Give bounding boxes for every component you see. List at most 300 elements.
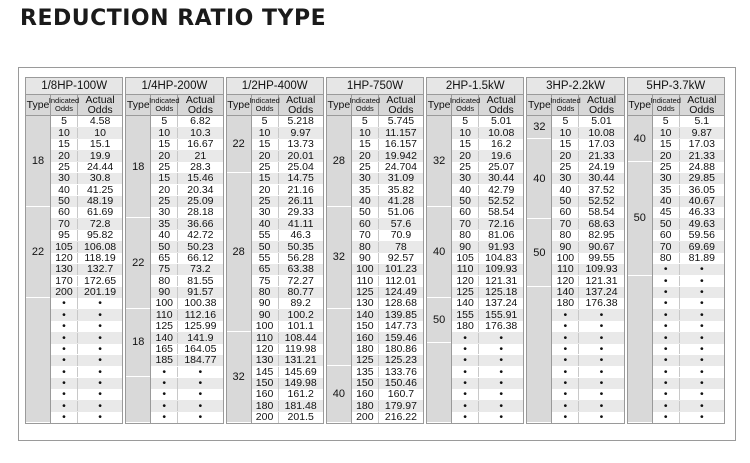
indicated-odds-cell: 5 [252, 116, 279, 127]
indicated-odds-cell: 140 [151, 333, 178, 344]
actual-odds-cell: 159.46 [384, 331, 417, 344]
actual-odds-cell: 61.69 [86, 206, 114, 219]
actual-odds-cell: 35.82 [387, 183, 415, 196]
table-row [452, 127, 523, 138]
actual-odds-cell: • [499, 377, 504, 390]
actual-odds-cell: • [499, 365, 504, 378]
actual-odds-cell: 160.7 [387, 388, 415, 401]
odds-column [252, 116, 323, 423]
table-row [51, 241, 122, 252]
indicated-odds-cell: 15 [452, 139, 479, 150]
table-row [151, 139, 222, 150]
group-title: 1/2HP-400W [226, 77, 324, 94]
indicated-odds-cell: 30 [352, 173, 379, 184]
actual-odds-cell: 155.91 [485, 308, 518, 321]
indicated-odds-cell: 70 [352, 230, 379, 241]
indicated-odds-cell: 140 [352, 310, 379, 321]
actual-odds-cell: 11.157 [385, 126, 417, 139]
table-row [252, 309, 323, 320]
indicated-odds-cell: • [151, 367, 178, 378]
table-row [252, 366, 323, 377]
header-indicated-odds: Indicated Odds [249, 96, 280, 113]
indicated-odds-cell: 180 [352, 344, 379, 355]
actual-odds-cell: • [499, 388, 504, 401]
indicated-odds-cell: • [51, 310, 78, 321]
table-row [51, 275, 122, 286]
table-row [452, 241, 523, 252]
table-row [151, 344, 222, 355]
group-title: 5HP-3.7kW [627, 77, 725, 94]
type-cell: 50 [427, 298, 451, 344]
header-type: Type [126, 95, 151, 115]
actual-odds-cell: 5.745 [387, 115, 415, 128]
indicated-odds-cell: • [51, 401, 78, 412]
indicated-odds-cell: • [552, 344, 579, 355]
actual-odds-cell: 112.01 [385, 274, 417, 287]
table-row [552, 275, 623, 286]
actual-odds-cell: 5.218 [287, 115, 314, 128]
table-row [452, 162, 523, 173]
actual-odds-cell: 16.2 [491, 138, 512, 151]
table-row [151, 412, 222, 423]
ratio-tables [25, 77, 725, 424]
indicated-odds-cell: • [51, 378, 78, 389]
indicated-odds-cell: • [653, 287, 680, 298]
indicated-odds-cell: 20 [252, 185, 279, 196]
actual-odds-cell: 141.9 [187, 331, 214, 344]
indicated-odds-cell: 150 [352, 321, 379, 332]
table-row [151, 184, 222, 195]
actual-odds-cell: • [98, 320, 102, 333]
actual-odds-cell: 19.9 [89, 149, 111, 162]
indicated-odds-cell: 30 [452, 173, 479, 184]
indicated-odds-cell: 35 [352, 185, 379, 196]
indicated-odds-cell: 130 [252, 355, 279, 366]
actual-odds-cell: 25.07 [488, 160, 515, 173]
indicated-odds-cell: 125 [452, 287, 479, 298]
column-header-row [25, 94, 123, 116]
group-body [326, 116, 424, 424]
indicated-odds-cell: 15 [51, 139, 78, 150]
actual-odds-cell: 172.65 [84, 274, 117, 287]
header-indicated-odds: Indicated Odds [149, 96, 180, 113]
table-row [552, 378, 623, 389]
indicated-odds-cell: 100 [252, 321, 279, 332]
actual-odds-cell: • [198, 388, 203, 401]
table-row [151, 150, 222, 161]
actual-odds-cell: 180.86 [384, 342, 417, 355]
motor-group-table [627, 77, 725, 424]
indicated-odds-cell: 40 [51, 185, 78, 196]
header-actual-odds: Actual Odds [185, 94, 215, 116]
indicated-odds-cell: 60 [51, 207, 78, 218]
type-cell: 18 [126, 309, 150, 377]
indicated-odds-cell: 150 [352, 378, 379, 389]
indicated-odds-cell: 5 [352, 116, 379, 127]
header-indicated-odds: Indicated Odds [48, 96, 80, 113]
actual-odds-cell: • [198, 377, 203, 390]
actual-odds-cell: 125.99 [184, 320, 217, 333]
table-row [452, 332, 523, 343]
indicated-odds-cell: 35 [151, 219, 178, 230]
table-row [352, 264, 423, 275]
indicated-odds-cell: 120 [552, 276, 579, 287]
actual-odds-cell: 57.6 [390, 217, 412, 230]
table-row [51, 264, 122, 275]
actual-odds-cell: 90.67 [588, 240, 615, 253]
indicated-odds-cell: 25 [352, 162, 379, 173]
indicated-odds-cell: 20 [51, 151, 78, 162]
table-row [252, 264, 323, 275]
table-row [653, 127, 724, 138]
actual-odds-cell: 108.44 [284, 331, 317, 344]
type-cell: 18 [26, 116, 50, 207]
actual-odds-cell: 164.05 [184, 342, 217, 355]
actual-odds-cell: 41.25 [86, 183, 114, 196]
indicated-odds-cell: 60 [352, 219, 379, 230]
actual-odds-cell: 82.95 [588, 229, 615, 242]
actual-odds-cell: • [599, 388, 604, 401]
table-row [653, 184, 724, 195]
actual-odds-cell: • [699, 354, 704, 367]
indicated-odds-cell: 35 [653, 185, 680, 196]
actual-odds-cell: • [599, 377, 604, 390]
motor-group-table [426, 77, 524, 424]
indicated-odds-cell: 80 [352, 242, 379, 253]
indicated-odds-cell: • [151, 378, 178, 389]
group-body [627, 116, 725, 424]
indicated-odds-cell: 40 [151, 230, 178, 241]
actual-odds-cell: 70.9 [390, 229, 412, 242]
odds-column [151, 116, 222, 423]
actual-odds-cell: • [699, 411, 704, 424]
table-row [452, 275, 523, 286]
table-row [552, 241, 623, 252]
table-row [252, 230, 323, 241]
indicated-odds-cell: 60 [653, 230, 680, 241]
actual-odds-cell: • [499, 411, 504, 424]
table-row [51, 139, 122, 150]
table-row [252, 412, 323, 423]
actual-odds-cell: • [499, 342, 504, 355]
actual-odds-cell: 58.54 [488, 206, 515, 219]
indicated-odds-cell: • [51, 333, 78, 344]
indicated-odds-cell: • [552, 412, 579, 423]
actual-odds-cell: 176.38 [585, 297, 618, 310]
table-row [653, 275, 724, 286]
indicated-odds-cell: • [552, 389, 579, 400]
actual-odds-cell: 24.704 [384, 160, 417, 173]
table-row [653, 298, 724, 309]
motor-group-table [25, 77, 123, 424]
indicated-odds-cell: • [653, 264, 680, 275]
group-body [426, 116, 524, 424]
table-row [653, 116, 724, 127]
indicated-odds-cell: 15 [352, 139, 379, 150]
type-cell [527, 287, 551, 423]
actual-odds-cell: • [98, 388, 102, 401]
table-row [452, 116, 523, 127]
table-row [653, 207, 724, 218]
indicated-odds-cell: 25 [151, 162, 178, 173]
indicated-odds-cell: 40 [352, 196, 379, 207]
table-row [452, 378, 523, 389]
table-row [653, 139, 724, 150]
table-row [653, 378, 724, 389]
indicated-odds-cell: 5 [452, 116, 479, 127]
indicated-odds-cell: 130 [51, 264, 78, 275]
table-row [252, 298, 323, 309]
header-actual-odds: Actual Odds [687, 94, 717, 116]
table-row [552, 218, 623, 229]
table-row [51, 412, 122, 423]
actual-odds-cell: 41.11 [287, 217, 314, 230]
column-header-row [226, 94, 324, 116]
type-cell: 40 [527, 139, 551, 219]
table-row [252, 218, 323, 229]
group-body [526, 116, 624, 424]
table-row [552, 150, 623, 161]
indicated-odds-cell: 50 [151, 242, 178, 253]
table-row [51, 298, 122, 309]
indicated-odds-cell: 200 [252, 412, 279, 423]
group-body [125, 116, 223, 424]
indicated-odds-cell: 50 [352, 207, 379, 218]
actual-odds-cell: 9.97 [290, 126, 311, 139]
actual-odds-cell: 36.66 [187, 217, 214, 230]
table-row [151, 241, 222, 252]
indicated-odds-cell: 150 [252, 378, 279, 389]
actual-odds-cell: • [499, 331, 504, 344]
indicated-odds-cell: • [653, 344, 680, 355]
table-row [252, 332, 323, 343]
odds-column [552, 116, 623, 423]
table-row [653, 321, 724, 332]
motor-group-table [226, 77, 324, 424]
odds-column [51, 116, 122, 423]
actual-odds-cell: 139.85 [384, 308, 417, 321]
actual-odds-cell: 17.03 [688, 138, 715, 151]
indicated-odds-cell: 10 [653, 128, 680, 139]
indicated-odds-cell: 90 [252, 298, 279, 309]
table-row [151, 116, 222, 127]
actual-odds-cell: 179.97 [384, 399, 417, 412]
actual-odds-cell: 52.52 [488, 195, 515, 208]
indicated-odds-cell: 120 [252, 344, 279, 355]
indicated-odds-cell: • [653, 401, 680, 412]
table-row [252, 275, 323, 286]
table-row [252, 139, 323, 150]
indicated-odds-cell: 90 [252, 310, 279, 321]
table-row [151, 207, 222, 218]
actual-odds-cell: • [599, 354, 604, 367]
group-title: 1/8HP-100W [25, 77, 123, 94]
type-cell: 40 [327, 366, 351, 423]
table-row [51, 184, 122, 195]
header-type: Type [227, 95, 252, 115]
actual-odds-cell: 10.3 [190, 126, 211, 139]
indicated-odds-cell: • [653, 378, 680, 389]
actual-odds-cell: 72.8 [89, 217, 111, 230]
header-type: Type [628, 95, 653, 115]
table-row [51, 332, 122, 343]
table-row [352, 116, 423, 127]
actual-odds-cell: 78 [395, 240, 407, 253]
actual-odds-cell: 73.2 [190, 263, 211, 276]
indicated-odds-cell: 180 [552, 298, 579, 309]
indicated-odds-cell: 40 [653, 196, 680, 207]
table-row [653, 412, 724, 423]
table-row [352, 230, 423, 241]
table-row [552, 321, 623, 332]
actual-odds-cell: 81.06 [488, 229, 515, 242]
actual-odds-cell: 40.67 [688, 195, 715, 208]
indicated-odds-cell: 125 [352, 355, 379, 366]
indicated-odds-cell: 80 [252, 287, 279, 298]
table-row [51, 253, 122, 264]
table-row [552, 173, 623, 184]
actual-odds-cell: • [699, 388, 704, 401]
table-row [352, 412, 423, 423]
actual-odds-cell: 109.93 [485, 263, 518, 276]
actual-odds-cell: • [599, 365, 604, 378]
actual-odds-cell: 147.73 [384, 320, 417, 333]
actual-odds-cell: 81.89 [688, 251, 715, 264]
indicated-odds-cell: 155 [452, 310, 479, 321]
actual-odds-cell: 121.31 [485, 274, 518, 287]
table-row [352, 173, 423, 184]
actual-odds-cell: • [98, 342, 102, 355]
table-row [352, 321, 423, 332]
indicated-odds-cell: 135 [352, 367, 379, 378]
indicated-odds-cell: • [51, 355, 78, 366]
indicated-odds-cell: 5 [51, 116, 78, 127]
actual-odds-cell: 72.16 [488, 217, 515, 230]
indicated-odds-cell: 30 [552, 173, 579, 184]
actual-odds-cell: 119.98 [284, 342, 317, 355]
page-title: REDUCTION RATIO TYPE [20, 6, 327, 31]
indicated-odds-cell: 200 [51, 287, 78, 298]
indicated-odds-cell: 90 [352, 253, 379, 264]
table-row [452, 264, 523, 275]
table-row [252, 127, 323, 138]
indicated-odds-cell: • [51, 412, 78, 423]
table-row [653, 162, 724, 173]
indicated-odds-cell: • [653, 412, 680, 423]
actual-odds-cell: 30.44 [588, 172, 615, 185]
indicated-odds-cell: 20 [653, 151, 680, 162]
indicated-odds-cell: 140 [552, 287, 579, 298]
indicated-odds-cell: • [552, 401, 579, 412]
table-row [151, 127, 222, 138]
indicated-odds-cell: 50 [51, 196, 78, 207]
table-row [452, 150, 523, 161]
indicated-odds-cell: • [452, 367, 479, 378]
actual-odds-cell: 10 [94, 126, 106, 139]
actual-odds-cell: 125.23 [384, 354, 417, 367]
indicated-odds-cell: • [151, 401, 178, 412]
table-row [452, 389, 523, 400]
header-actual-odds: Actual Odds [85, 94, 115, 116]
indicated-odds-cell: • [452, 412, 479, 423]
table-row [653, 344, 724, 355]
indicated-odds-cell: • [653, 298, 680, 309]
indicated-odds-cell: 40 [552, 185, 579, 196]
table-row [352, 298, 423, 309]
actual-odds-cell: 216.22 [384, 411, 417, 424]
actual-odds-cell: 69.69 [688, 240, 715, 253]
indicated-odds-cell: 170 [51, 276, 78, 287]
actual-odds-cell: 101.23 [384, 263, 417, 276]
indicated-odds-cell: 80 [552, 230, 579, 241]
header-type: Type [26, 95, 51, 115]
table-row [653, 264, 724, 275]
type-cell: 22 [227, 116, 251, 173]
table-row [653, 400, 724, 411]
table-row [252, 355, 323, 366]
table-row [653, 173, 724, 184]
actual-odds-cell: • [98, 399, 102, 412]
table-row [151, 332, 222, 343]
header-type: Type [327, 95, 352, 115]
indicated-odds-cell: • [552, 355, 579, 366]
actual-odds-cell: 24.44 [86, 160, 114, 173]
table-row [51, 196, 122, 207]
table-row [352, 196, 423, 207]
actual-odds-cell: 121.31 [585, 274, 618, 287]
table-row [653, 355, 724, 366]
actual-odds-cell: • [699, 297, 704, 310]
table-row [653, 332, 724, 343]
group-title: 1HP-750W [326, 77, 424, 94]
indicated-odds-cell: • [653, 389, 680, 400]
actual-odds-cell: 66.12 [187, 251, 214, 264]
table-row [653, 241, 724, 252]
indicated-odds-cell: 90 [452, 242, 479, 253]
table-row [252, 287, 323, 298]
indicated-odds-cell: 25 [452, 162, 479, 173]
actual-odds-cell: 91.57 [187, 286, 214, 299]
table-row [352, 162, 423, 173]
type-cell: 32 [427, 116, 451, 207]
indicated-odds-cell: 15 [151, 139, 178, 150]
type-column [227, 116, 252, 423]
group-title: 2HP-1.5kW [426, 77, 524, 94]
actual-odds-cell: 124.49 [384, 286, 417, 299]
actual-odds-cell: 50.23 [187, 240, 214, 253]
actual-odds-cell: 28.18 [187, 206, 214, 219]
actual-odds-cell: 56.28 [287, 251, 314, 264]
header-actual-odds: Actual Odds [386, 94, 416, 116]
actual-odds-cell: 26.11 [287, 195, 314, 208]
indicated-odds-cell: 20 [252, 151, 279, 162]
indicated-odds-cell: 80 [653, 253, 680, 264]
table-row [252, 207, 323, 218]
actual-odds-cell: 46.3 [290, 229, 311, 242]
table-row [653, 389, 724, 400]
actual-odds-cell: 181.48 [284, 399, 317, 412]
table-row [552, 127, 623, 138]
indicated-odds-cell: • [51, 344, 78, 355]
actual-odds-cell: • [198, 399, 203, 412]
actual-odds-cell: 176.38 [485, 320, 518, 333]
table-row [252, 196, 323, 207]
table-row [151, 287, 222, 298]
table-row [552, 309, 623, 320]
actual-odds-cell: 10.08 [488, 126, 515, 139]
indicated-odds-cell: 10 [352, 128, 379, 139]
actual-odds-cell: • [599, 308, 604, 321]
